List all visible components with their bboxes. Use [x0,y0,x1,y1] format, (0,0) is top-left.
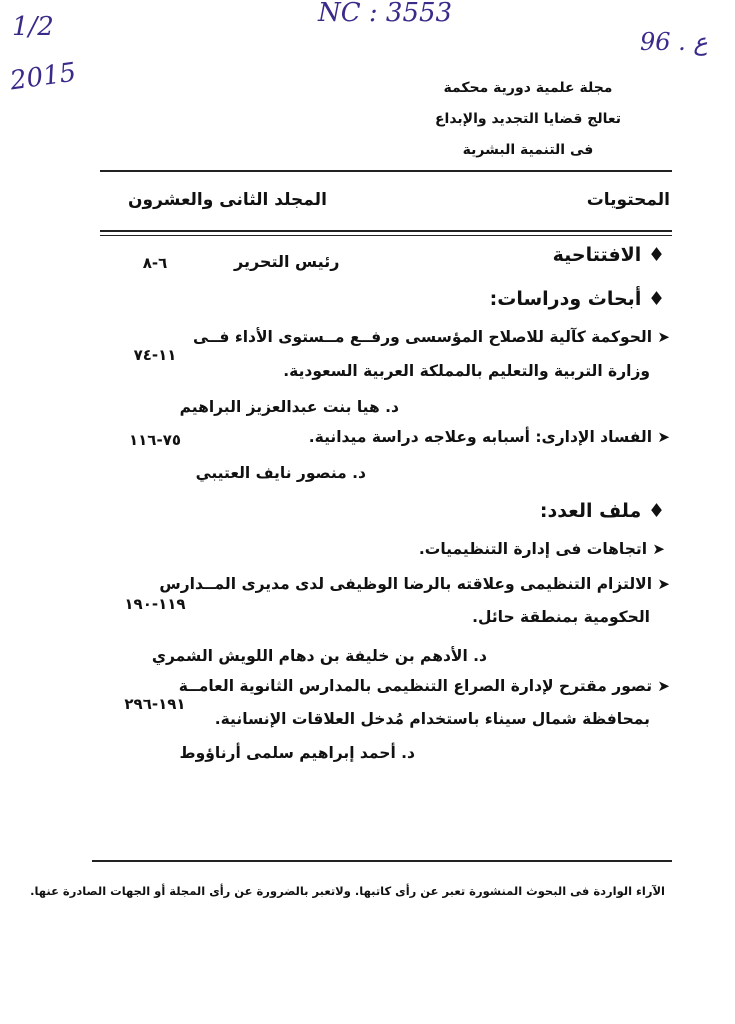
issue-article-2-author: د. أحمد إبراهيم سلمى أرناؤوط [179,744,415,762]
diamond-icon: ♦ [647,288,665,310]
article-title: الحوكمة كآلية للاصلاح المؤسسى ورفــع مــستوى الأداء فــى [193,328,653,346]
arrow-icon: ➤ [657,328,670,346]
arrow-icon: ➤ [657,575,670,593]
issue-article-2-pages: ١٩١-٢٩٦ [124,695,186,713]
handwritten-code: NC : 3553 [318,0,453,28]
research-article-1-author: د. هيا بنت عبدالعزيز البراهيم [179,398,399,416]
issue-file-subtitle-text: اتجاهات فى إدارة التنظيميات. [418,540,648,558]
footer-disclaimer: الآراء الواردة فى البحوث المنشورة تعبر عن رأى كاتبها. ولاتعبر بالضرورة عن رأى المجلة أو الجهات الصادرة عنها. [30,884,665,898]
issue-article-1-pages: ١١٩-١٩٠ [124,595,186,613]
article-title: الفساد الإدارى: أسبابه وعلاجه دراسة ميدانية. [308,428,653,446]
handwritten-year: 2015 [8,57,78,97]
volume-label: المجلد الثانى والعشرون [128,190,327,210]
issue-file-title: ملف العدد: [539,500,642,522]
issue-article-1-line-1 [159,575,670,593]
journal-tagline-3: فى التنمية البشرية [462,142,594,158]
contents-rule-1 [100,230,672,232]
research-title: أبحاث ودراسات: [489,288,642,310]
section-opening [553,244,665,266]
article-title: الالتزام التنظيمى وعلاقته بالرضا الوظيفى لدى مديرى المــدارس [159,575,653,593]
research-article-1-line-1 [193,328,670,346]
issue-article-1-line-2: الحكومية بمنطقة حائل. [472,608,650,626]
journal-tagline-1: مجلة علمية دورية محكمة [443,80,613,96]
research-article-2-author: د. منصور نايف العتيبي [195,464,366,482]
top-rule [100,170,672,172]
diamond-icon: ♦ [647,500,665,522]
diamond-icon: ♦ [647,244,665,266]
research-article-2-line-1 [309,428,670,446]
arrow-icon: ➤ [652,540,665,558]
footer-rule [92,860,672,862]
issue-article-1-author: د. الأدهم بن خليفة بن دهام اللويش الشمري [151,647,487,665]
opening-author: رئيس التحرير [234,252,340,271]
contents-rule-2 [100,235,672,236]
issue-file-subtitle [419,540,665,558]
section-research [490,288,665,310]
research-article-1-pages: ١١-٧٤ [133,346,177,364]
opening-title: الافتتاحية [552,244,642,266]
arrow-icon: ➤ [657,677,670,695]
research-article-1-line-2: وزارة التربية والتعليم بالمملكة العربية السعودية. [283,362,650,380]
handwritten-fraction: 1/2 [12,12,54,42]
opening-pages: ٦-٨ [142,254,168,272]
article-title: تصور مقترح لإدارة الصراع التنظيمى بالمدارس الثانوية العامــة [178,677,653,695]
journal-tagline-2: تعالج قضايا التجديد والإبداع [434,111,622,127]
section-issue-file [540,500,665,522]
arrow-icon: ➤ [657,428,670,446]
contents-label: المحتويات [586,190,670,210]
issue-article-2-line-2: بمحافظة شمال سيناء باستخدام مُدخل العلاقات الإنسانية. [214,710,650,728]
handwritten-issue-mark: ع . 96 [640,28,708,56]
research-article-2-pages: ٧٥-١١٦ [128,431,181,449]
issue-article-2-line-1 [179,677,670,695]
